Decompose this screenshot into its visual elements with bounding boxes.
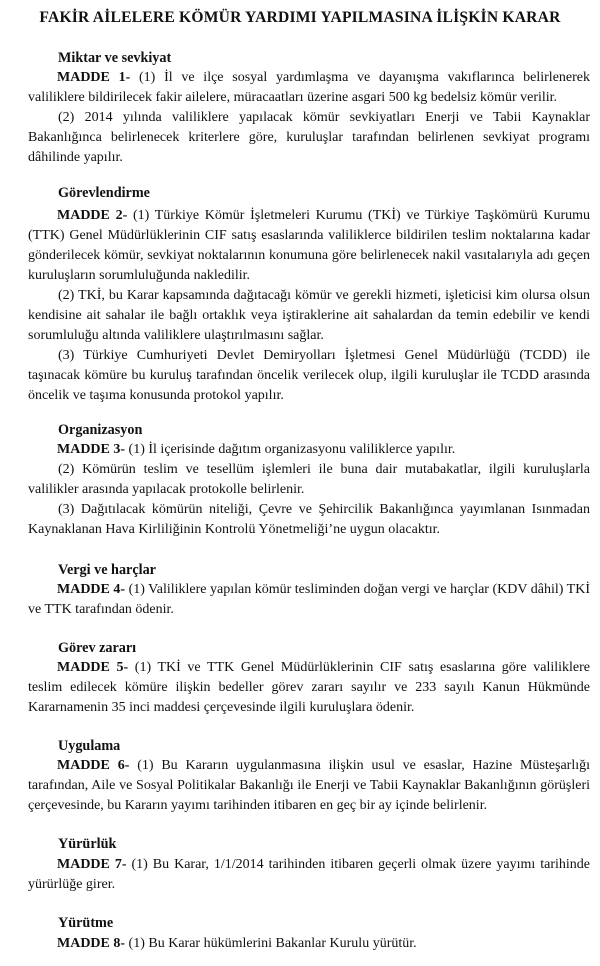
- article-4-paragraph-1: [28, 580, 590, 620]
- article-3-paragraph-1: [28, 440, 590, 460]
- section-heading: Yürürlük: [58, 836, 117, 852]
- article-2-paragraph-3: (3) Türkiye Cumhuriyeti Devlet Demiryolları İşletmesi Genel Müdürlüğü (TCDD) ile taşınacak kömüre bu kuruluş tarafından öncelik verilecek olup, ilgili kuruluşlar ile TCDD arasında öncelik ve taşıma konusunda protokol yapılır.: [28, 348, 590, 403]
- section-heading: Vergi ve harçlar: [58, 562, 156, 578]
- article-label: MADDE 8-: [57, 936, 126, 951]
- article-text: (1) İl ve ilçe sosyal yardımlaşma ve dayanışma vakıflarınca belirlenerek valiliklere bildirilecek fakir ailelere, müracaatları üzerine asgari 500 kg bedelsiz kömür verilir.: [28, 70, 590, 105]
- article-label: MADDE 6-: [57, 758, 130, 773]
- article-3-paragraph-3: (3) Dağıtılacak kömürün niteliği, Çevre ve Şehircilik Bakanlığınca yayımlanan Isınmadan Kaynaklanan Hava Kirliliğinin Kontrolü Yönetmeliği’ne uygun olacaktır.: [28, 502, 590, 537]
- document-title: FAKİR AİLELERE KÖMÜR YARDIMI YAPILMASINA İLİŞKİN KARAR: [39, 9, 561, 26]
- article-8-paragraph-1: [28, 934, 590, 954]
- section-heading: Miktar ve sevkiyat: [58, 50, 172, 66]
- article-text: (1) Bu Karar hükümlerini Bakanlar Kurulu yürütür.: [125, 936, 417, 951]
- article-label: MADDE 5-: [57, 660, 129, 675]
- article-text: (1) Bu Karar, 1/1/2014 tarihinden itibaren geçerli olmak üzere yayımı tarihinde yürürlüğe girer.: [28, 857, 590, 892]
- section-heading: Organizasyon: [58, 422, 143, 438]
- article-label: MADDE 1-: [57, 70, 131, 85]
- article-7-paragraph-1: [28, 855, 590, 895]
- article-text: (1) TKİ ve TTK Genel Müdürlüklerinin CIF satış esaslarına göre valiliklere teslim edilecek kömüre ilişkin bedeller görev zararı sayılır ve 233 sayılı Kanun Hükmünde Kararnamenin 35 inci maddesi çerçevesinde ilgili kuruluşlara ödenir.: [28, 660, 591, 715]
- article-1-paragraph-2: (2) 2014 yılında valiliklere yapılacak kömür sevkiyatları Enerji ve Tabii Kaynaklar Bakanlığınca belirlenecek kriterlere göre, kuruluşlar tarafından belirlenen sevkiyat programı dâhilinde yapılır.: [28, 110, 590, 165]
- article-label: MADDE 7-: [57, 857, 127, 872]
- article-text: (1) Bu Kararın uygulanmasına ilişkin usul ve esaslar, Hazine Müsteşarlığı tarafından, Aile ve Sosyal Politikalar Bakanlığı ile Enerji ve Tabii Kaynaklar Bakanlığının görüşleri çerçevesinde, bu Kararın yayımı tarihinden itibaren en geç bir ay içinde belirlenir.: [28, 758, 590, 813]
- article-3-paragraph-2: (2) Kömürün teslim ve tesellüm işlemleri ile buna dair mutabakatlar, ilgili kuruluşlarla valilikler arasında yapılacak protokolle belirlenir.: [28, 462, 590, 497]
- section-heading: Görevlendirme: [58, 185, 150, 201]
- article-5-paragraph-1: [28, 658, 590, 718]
- section-heading: Uygulama: [58, 738, 121, 754]
- article-text: (1) Valiliklere yapılan kömür tesliminden doğan vergi ve harçlar (KDV dâhil) TKİ ve TTK tarafından ödenir.: [28, 582, 590, 617]
- article-2-paragraph-1: [28, 206, 590, 286]
- article-text: (1) Türkiye Kömür İşletmeleri Kurumu (TKİ) ve Türkiye Taşkömürü Kurumu (TTK) Genel Müdürlüklerinin CIF satış esaslarında valiliklerce bildirilen teslim noktalarına kadar gönderilecek kömür, sevkiyat noktalarının konumuna göre belirlenecek nakil vasıtalarıyla adı geçen kuruluşların sorumluluğunda nakledilir.: [28, 208, 590, 283]
- article-6-paragraph-1: [28, 756, 590, 816]
- article-2-paragraph-2: (2) TKİ, bu Karar kapsamında dağıtacağı kömür ve gerekli hizmeti, işleticisi kim olursa olsun kendisine ait sahalar ile bağlı ortaklık veya iştiraklerine ait sahalardan da temin edebilir ve kendi sorumluluğu altında valiliklere ulaştırılmasını sağlar.: [28, 288, 590, 343]
- article-label: MADDE 4-: [57, 582, 126, 597]
- section-heading: Yürütme: [58, 915, 114, 931]
- article-label: MADDE 3-: [57, 442, 126, 457]
- article-text: (1) İl içerisinde dağıtım organizasyonu valiliklerce yapılır.: [125, 442, 456, 457]
- section-heading: Görev zararı: [58, 640, 137, 656]
- article-1-paragraph-1: [28, 68, 590, 108]
- article-label: MADDE 2-: [57, 208, 128, 223]
